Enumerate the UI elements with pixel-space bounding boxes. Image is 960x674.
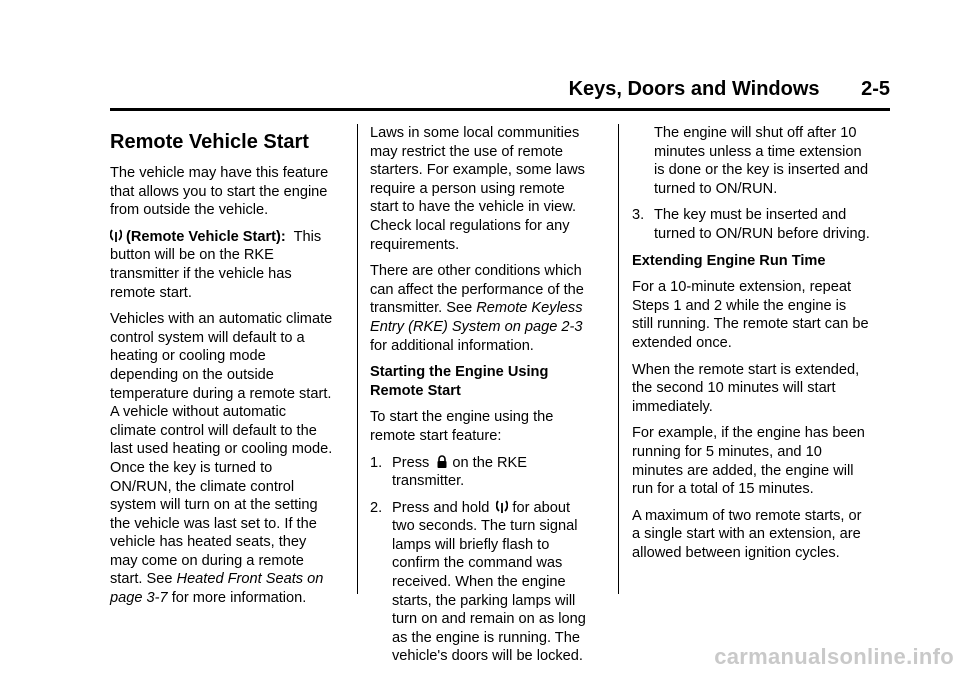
step-text: The key must be inserted and turned to ON/RUN before driving. bbox=[654, 207, 870, 242]
paragraph bbox=[110, 310, 336, 608]
column-divider bbox=[357, 124, 358, 594]
header-rule bbox=[110, 108, 890, 111]
section-title: Keys, Doors and Windows bbox=[568, 78, 820, 100]
paragraph-text: This button will be on the RKE transmitter if the vehicle has remote start. bbox=[110, 228, 322, 301]
button-name: (Remote Vehicle Start): bbox=[126, 228, 286, 245]
remote-start-icon bbox=[110, 229, 122, 243]
paragraph: A maximum of two remote starts, or a single start with an extension, are allowed between ignition cycles. bbox=[632, 507, 862, 561]
paragraph bbox=[110, 228, 336, 302]
list-item bbox=[370, 499, 596, 666]
paragraph: To start the engine using the remote start feature: bbox=[370, 409, 554, 444]
subheading: Starting the Engine Using Remote Start bbox=[370, 364, 549, 399]
step-text: Press and hold bbox=[392, 499, 490, 516]
lock-icon bbox=[436, 455, 448, 469]
list-item bbox=[632, 206, 870, 243]
paragraph-text: Vehicles with an automatic climate control system will default to a heating or cooling mode depending on the outside temperature during a remote start. A vehicle without automatic climate control will default to the last used heating or cooling mode. Once the key is turned to ON/RUN, the climate control system will turn on at the setting the vehicle was last set to. If the vehicle has heated seats, they may come on during a remote start. See bbox=[110, 311, 333, 588]
column-divider bbox=[618, 124, 619, 594]
column-1 bbox=[110, 124, 336, 616]
step-number: 1. bbox=[370, 454, 383, 471]
column-3 bbox=[632, 124, 870, 570]
cross-reference: Remote Keyless Entry (RKE) System on page 2-3 bbox=[370, 300, 583, 335]
page-header bbox=[569, 78, 890, 101]
page-number: 2-5 bbox=[861, 78, 890, 100]
paragraph: Laws in some local communities may restrict the use of remote starters. For example, some laws require a person using remote start to have the vehicle in view. Check local regulations for any requirements. bbox=[370, 125, 585, 253]
step-number: 3. bbox=[632, 207, 645, 224]
paragraph-text: for more information. bbox=[171, 590, 307, 607]
cross-reference: Heated Front Seats on page 3-7 bbox=[110, 571, 324, 607]
paragraph-text: for additional information. bbox=[370, 337, 534, 354]
paragraph-text: There are other conditions which can affect the performance of the transmitter. See bbox=[370, 263, 584, 317]
paragraph: For example, if the engine has been running for 5 minutes, and 10 minutes are added, the engine will run for a total of 15 minutes. bbox=[632, 425, 865, 498]
step-text: Press bbox=[392, 454, 430, 471]
step-number: 2. bbox=[370, 499, 383, 516]
step-text: for about two seconds. The turn signal lamps will briefly flash to confirm the command was received. When the engine starts, the parking lamps will turn on and remain on as long as the engine is running. The vehicle's doors will be locked. bbox=[392, 499, 586, 665]
column-2 bbox=[370, 124, 596, 674]
paragraph: For a 10-minute extension, repeat Steps 1 and 2 while the engine is still running. The remote start can be extended once. bbox=[632, 279, 869, 351]
watermark: carmanualsonline.info bbox=[714, 644, 954, 669]
paragraph: The vehicle may have this feature that allows you to start the engine from outside the vehicle. bbox=[110, 165, 329, 219]
paragraph: The engine will shut off after 10 minutes unless a time extension is done or the key is inserted and turned to ON/RUN. bbox=[654, 125, 869, 197]
list-item bbox=[370, 454, 596, 491]
paragraph: When the remote start is extended, the second 10 minutes will start immediately. bbox=[632, 361, 860, 415]
paragraph bbox=[370, 262, 596, 355]
remote-start-icon bbox=[496, 500, 508, 514]
subheading: Extending Engine Run Time bbox=[632, 252, 826, 269]
step-text: on the RKE transmitter. bbox=[392, 454, 528, 490]
section-heading: Remote Vehicle Start bbox=[110, 131, 309, 153]
